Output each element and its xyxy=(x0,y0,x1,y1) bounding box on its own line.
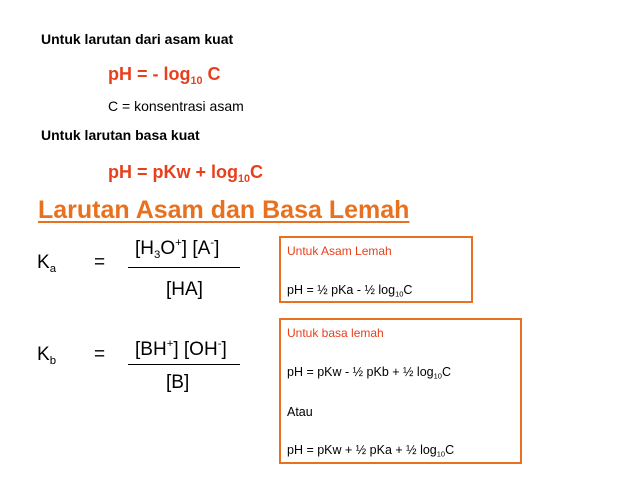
ka-symbol: $K_a$ xyxy=(37,252,57,275)
ka-equals: = xyxy=(94,252,106,273)
weak-base-box xyxy=(279,318,522,464)
weak-acid-box xyxy=(279,236,473,303)
or-label: Atau xyxy=(287,405,313,419)
strong-acid-heading: Untuk larutan dari asam kuat xyxy=(41,31,234,47)
strong-acid-formula: pH = - $\log_{10} C$ xyxy=(108,64,221,87)
strong-base-formula: pH = pKw + $\log_{10}C$ xyxy=(108,162,264,185)
ka-fraction-line xyxy=(128,267,240,268)
kb-denominator: [B] xyxy=(166,372,190,393)
weak-base-box-title: Untuk basa lemah xyxy=(287,326,384,340)
kb-numerator: [BH+] [OH-] xyxy=(135,338,227,360)
weak-base-formula-2: pH = pKw + ½ pKa + ½ $\log_{10}C$ xyxy=(287,443,455,459)
ka-denominator: [HA] xyxy=(166,279,203,300)
kb-fraction-line xyxy=(128,364,240,365)
concentration-note: C = konsentrasi asam xyxy=(108,98,244,114)
kb-symbol: $K_b$ xyxy=(37,344,57,367)
strong-base-heading: Untuk larutan basa kuat xyxy=(41,127,200,143)
kb-equals: = xyxy=(94,344,106,365)
weak-base-formula-1: pH = pKw - ½ pKb + ½ $\log_{10}C$ xyxy=(287,365,451,381)
ka-numerator: $[H_3O^+]$ [A-] xyxy=(135,237,220,261)
weak-acid-formula: pH = ½ pKa - ½ $\log_{10}C$ xyxy=(287,283,413,299)
weak-section-title: Larutan Asam dan Basa Lemah xyxy=(38,196,410,224)
weak-acid-box-title: Untuk Asam Lemah xyxy=(287,244,392,258)
